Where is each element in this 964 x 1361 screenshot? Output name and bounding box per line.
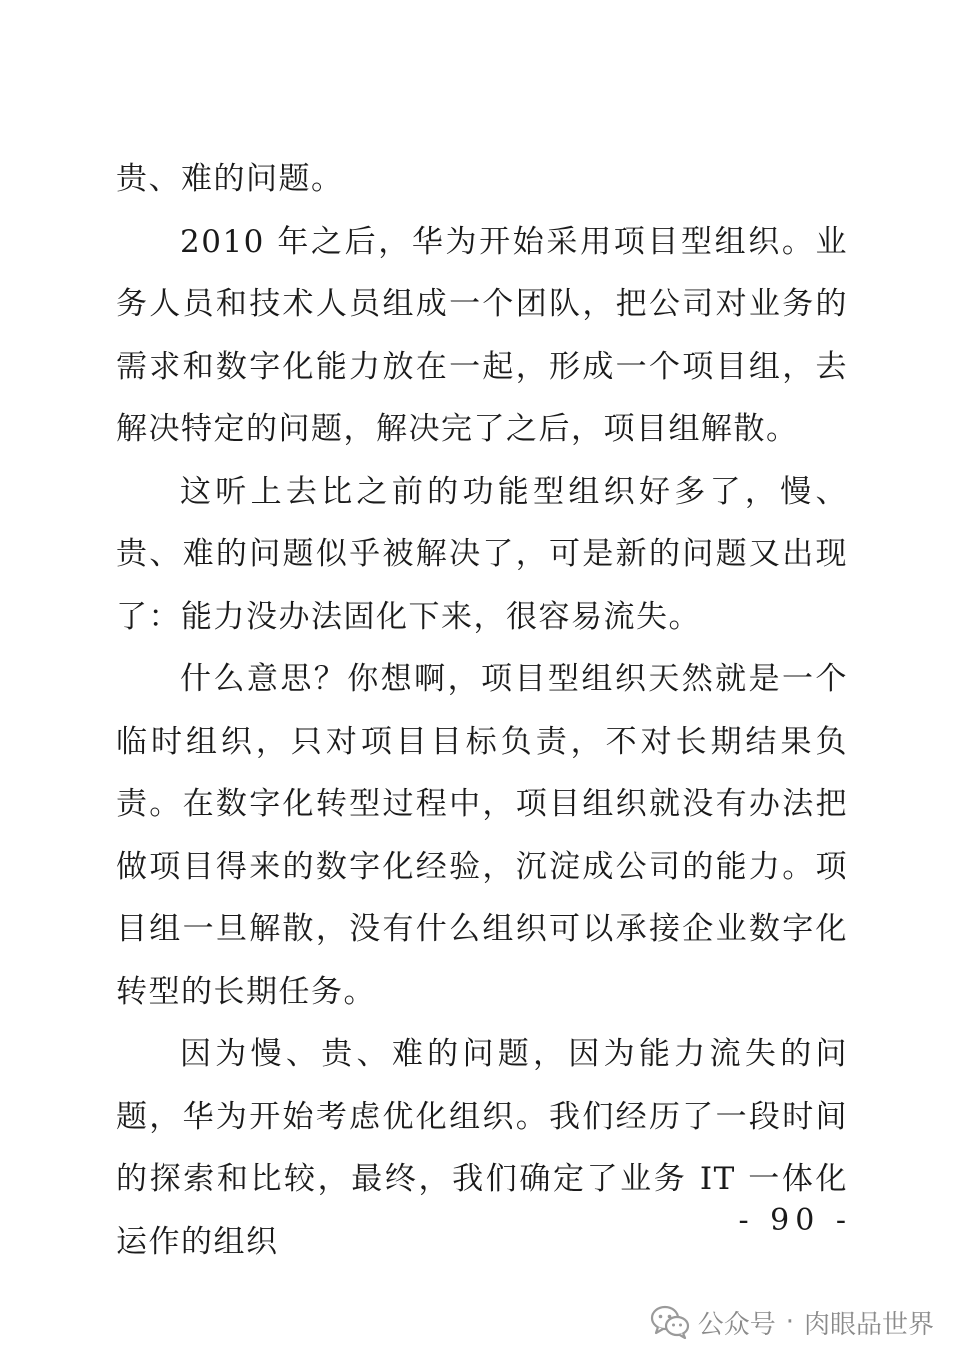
paragraph: 什么意思？你想啊，项目型组织天然就是一个临时组织，只对项目目标负责，不对长期结果负责。在数字化转型过程中，项目组织就没有办法把做项目得来的数字化经验，沉淀成公司的能力。项目组一旦解散，没有什么组织可以承接企业数字化转型的长期任务。 — [116, 661, 848, 1010]
paragraph: 2010 年之后，华为开始采用项目型组织。业务人员和技术人员组成一个团队，把公司对业务的需求和数字化能力放在一起，形成一个项目组，去解决特定的问题，解决完了之后，项目组解散。 — [116, 223, 848, 447]
paragraph-continuation: 贵、难的问题。 — [116, 161, 344, 197]
watermark — [650, 1300, 934, 1344]
body-text — [116, 148, 848, 1273]
watermark-separator: · — [785, 1307, 794, 1337]
watermark-account: 肉眼品世界 — [803, 1309, 934, 1340]
watermark-label: 公众号 — [697, 1309, 776, 1340]
paragraph: 这听上去比之前的功能型组织好多了，慢、贵、难的问题似乎被解决了，可是新的问题又出现了：能力没办法固化下来，很容易流失。 — [116, 473, 848, 635]
page-number: - 90 - — [738, 1203, 852, 1238]
wechat-icon — [650, 1305, 690, 1339]
paragraph: 因为慢、贵、难的问题，因为能力流失的问题，华为开始考虑优化组织。我们经历了一段时间的探索和比较，最终，我们确定了业务 IT 一体化运作的组织 — [116, 1036, 848, 1260]
